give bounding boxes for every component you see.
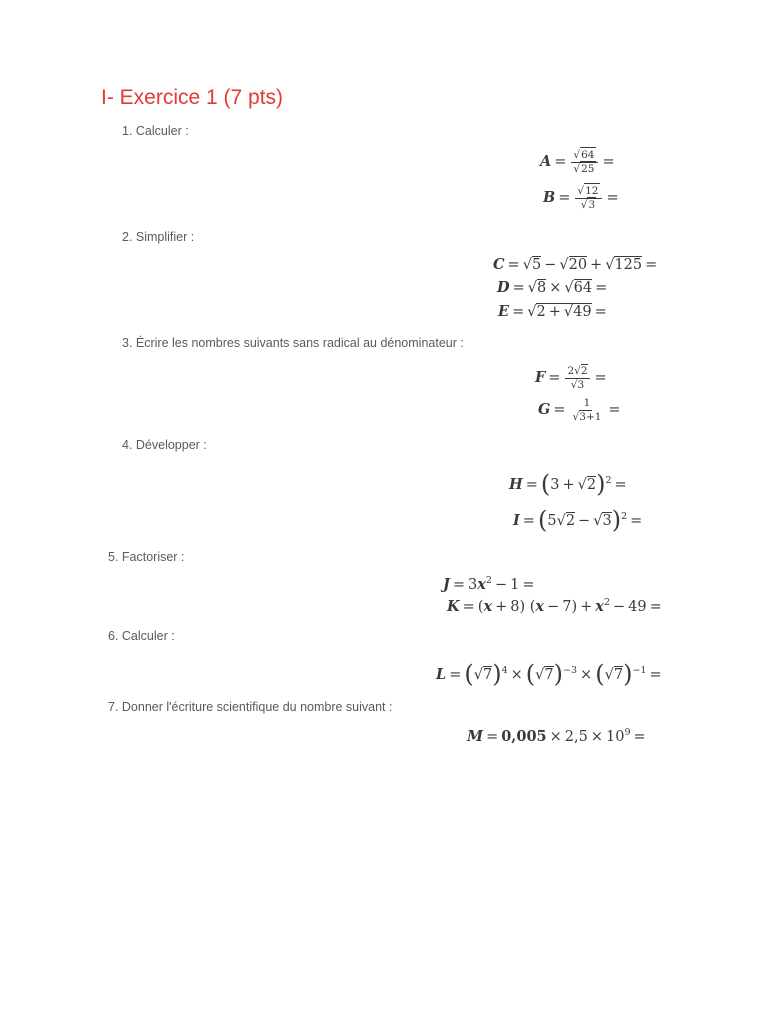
question-3: 3. Écrire les nombres suivants sans radical au dénominateur :	[122, 336, 464, 350]
equation-a: A = $\frac{√64}{√25}$ =	[540, 149, 615, 175]
equation-d: D = √8 × √64 =	[497, 279, 608, 296]
question-7: 7. Donner l'écriture scientifique du nombre suivant :	[108, 700, 393, 714]
exercise-title: I- Exercice 1 (7 pts)	[101, 86, 284, 109]
equation-c: C = √5 − √20 + √125 =	[493, 256, 658, 273]
equation-g: G = $\frac{1}{√3+1}$ =	[538, 397, 621, 423]
equation-e: E = √2 + √49 =	[498, 303, 607, 320]
question-6: 6. Calculer :	[108, 629, 175, 643]
equation-l: $L = (√7)^4 \times (√7)^{-3} \times (√7)^{-1}$ =	[436, 660, 662, 688]
question-2: 2. Simplifier :	[122, 230, 195, 244]
question-1: 1. Calculer :	[122, 124, 189, 138]
question-4: 4. Développer :	[122, 438, 207, 452]
equation-k: K = (x + 8) $(x - 7) + x^2 - 49$ =	[447, 597, 662, 615]
question-5: 5. Factoriser :	[108, 550, 185, 564]
equation-j: $J = 3x^2 - 1$ =	[443, 575, 535, 593]
equation-i: $I = (5√2 - √3)^2$ =	[513, 506, 643, 534]
equation-f: F = $\frac{2√2}{√3}$ =	[535, 365, 607, 391]
equation-h: $H = (3 + √2)^2$ =	[509, 470, 627, 498]
equation-b: B = $\frac{√12}{√3}$ =	[543, 185, 619, 211]
equation-m: $M = 0,005 \times 2,5 \times 10^9$ =	[467, 727, 646, 745]
